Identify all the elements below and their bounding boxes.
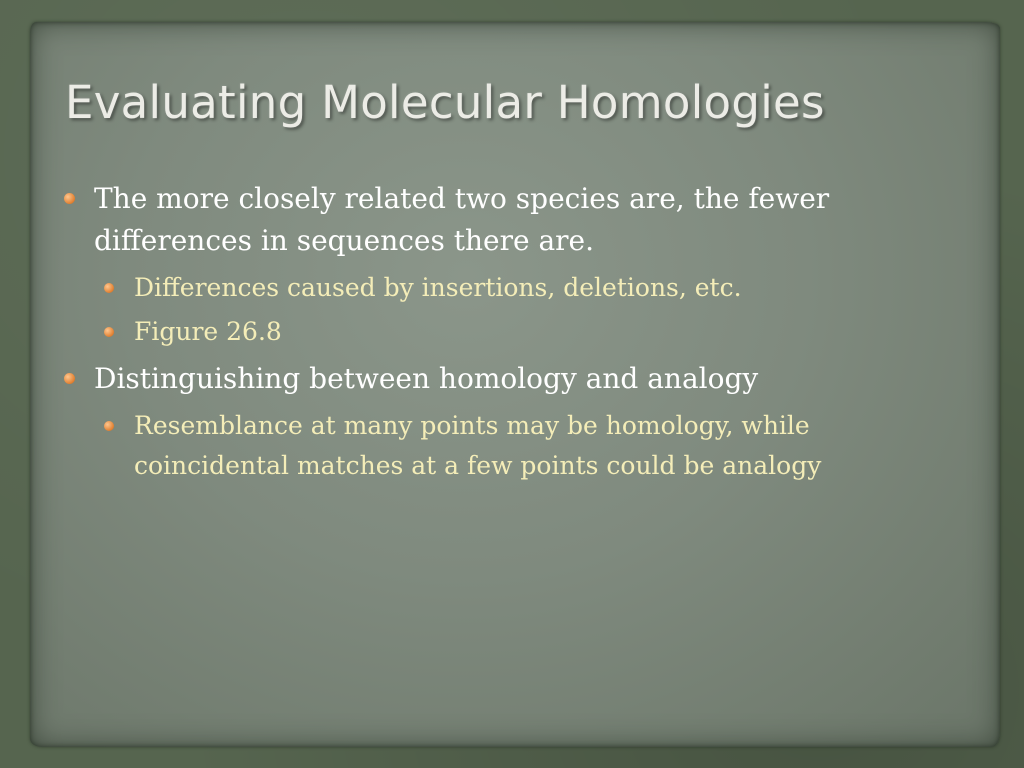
slide-title: Evaluating Molecular Homologies — [65, 76, 825, 129]
bullet-text: The more closely related two species are, the fewer differences in sequences there are. — [94, 182, 830, 257]
sub-bullet-item — [94, 312, 962, 352]
bullet-dot-icon — [64, 373, 75, 384]
bullet-list — [62, 178, 962, 486]
bullet-dot-icon — [104, 327, 114, 337]
slide-content — [62, 178, 962, 492]
bullet-item — [62, 358, 962, 486]
bullet-dot-icon — [104, 283, 114, 293]
sub-bullet-item — [94, 406, 962, 486]
bullet-item — [62, 178, 962, 352]
sub-bullet-list — [94, 268, 962, 352]
bullet-dot-icon — [64, 193, 75, 204]
sub-bullet-text: Figure 26.8 — [134, 317, 282, 346]
sub-bullet-text: Differences caused by insertions, deletions, etc. — [134, 273, 742, 302]
sub-bullet-item — [94, 268, 962, 308]
bullet-dot-icon — [104, 421, 114, 431]
sub-bullet-text: Resemblance at many points may be homology, while coincidental matches at a few points could be analogy — [134, 411, 822, 480]
bullet-text: Distinguishing between homology and analogy — [94, 362, 759, 395]
sub-bullet-list — [94, 406, 962, 486]
